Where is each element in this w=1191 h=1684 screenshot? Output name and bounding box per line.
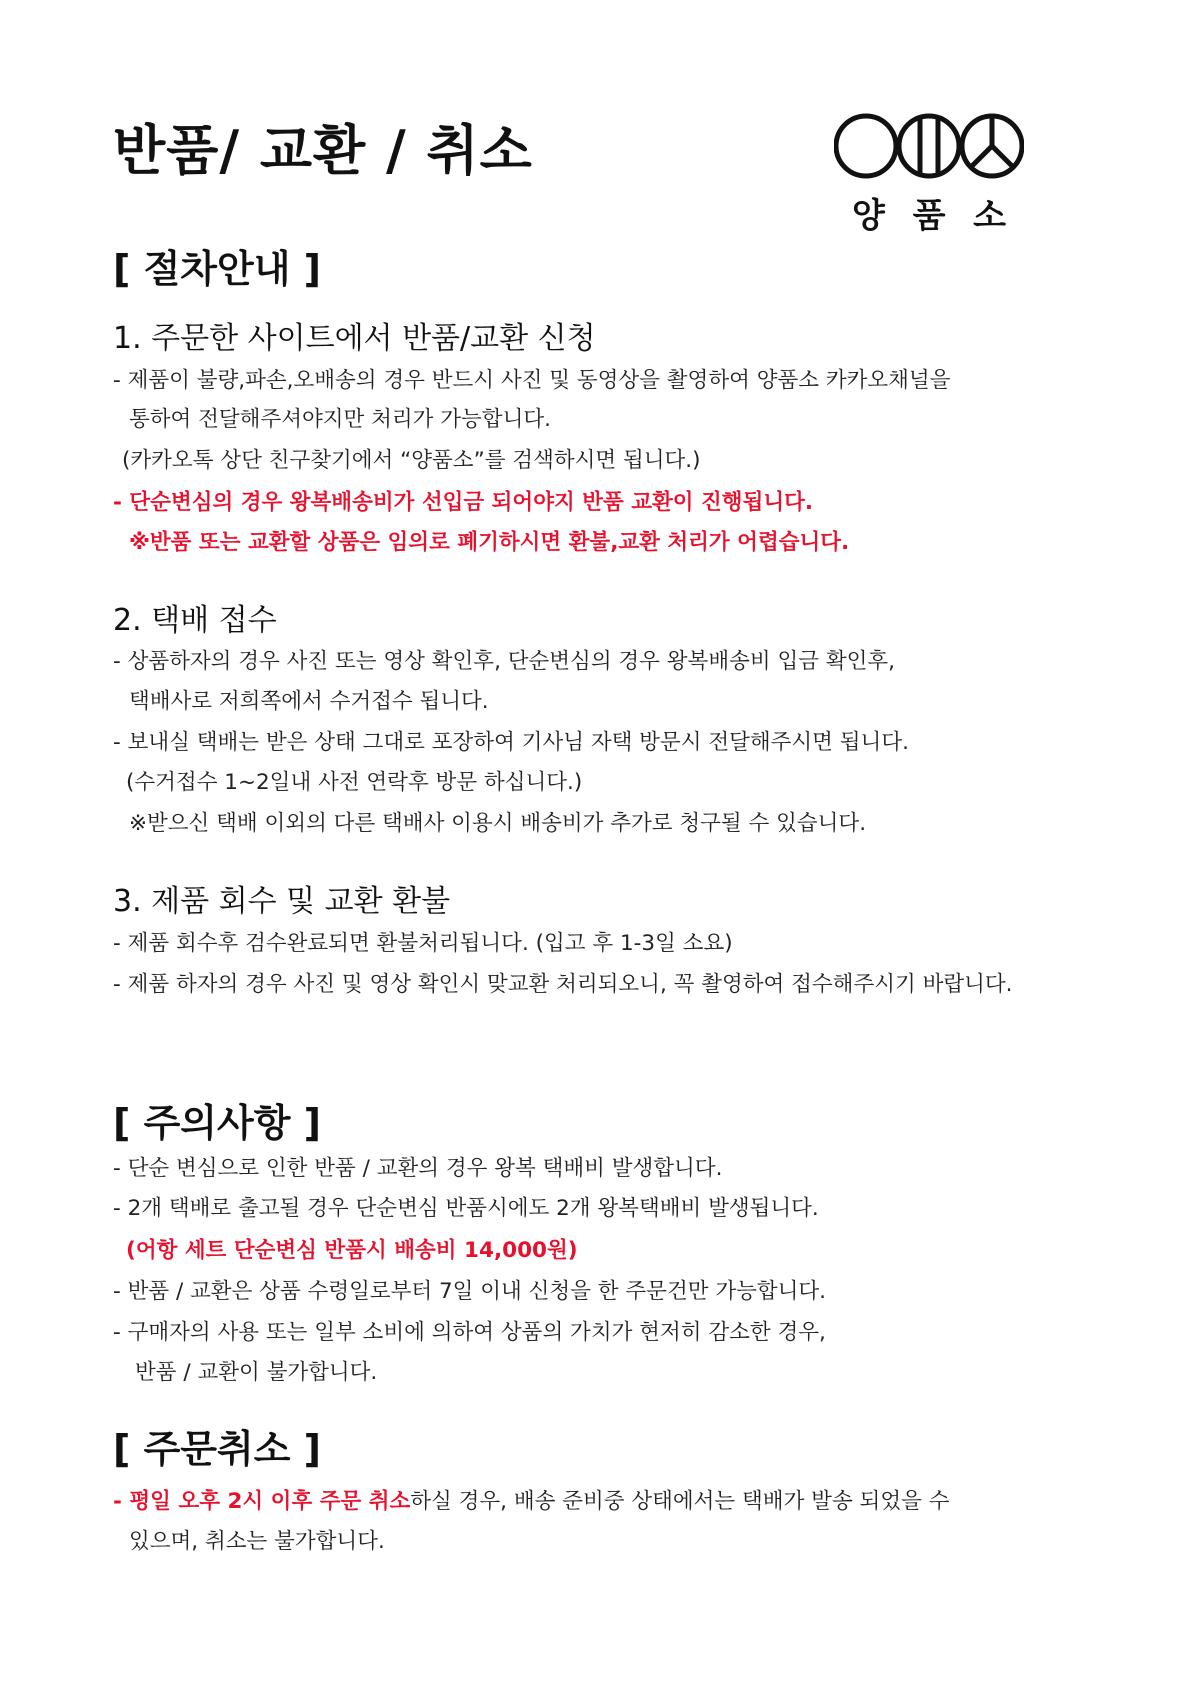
step1-line: 통하여 전달해주셔야지만 처리가 가능합니다. xyxy=(129,407,551,432)
caution-line: - 반품 / 교환은 상품 수령일로부터 7일 이내 신청을 한 주문건만 가능합니다. xyxy=(113,1279,826,1304)
step2-line: 택배사로 저희쪽에서 수거접수 됩니다. xyxy=(129,689,489,714)
step1-line-red: - 단순변심의 경우 왕복배송비가 선입금 되어야지 반품 교환이 진행됩니다. xyxy=(113,490,814,515)
logo-char: 양 xyxy=(852,196,885,236)
step2-line: - 상품하자의 경우 사진 또는 영상 확인후, 단순변심의 경우 왕복배송비 입금 확인후, xyxy=(113,649,895,674)
section-heading-procedure: [ 절차안내 ] xyxy=(113,247,322,291)
caution-line: 반품 / 교환이 불가합니다. xyxy=(135,1360,378,1385)
cancel-line: 있으며, 취소는 불가합니다. xyxy=(129,1529,385,1554)
caution-line-red: (어항 세트 단순변심 반품시 배송비 14,000원) xyxy=(126,1238,578,1263)
step1-line: - 제품이 불량,파손,오배송의 경우 반드시 사진 및 동영상을 촬영하여 양품소 카카오채널을 xyxy=(113,368,951,393)
step2-line: (수거접수 1~2일내 사전 연락후 방문 하십니다.) xyxy=(126,770,583,795)
caution-line: - 2개 택배로 출고될 경우 단순변심 반품시에도 2개 왕복택배비 발생됩니다. xyxy=(113,1196,819,1221)
step3-line: - 제품 하자의 경우 사진 및 영상 확인시 맞교환 처리되오니, 꼭 촬영하여 접수해주시기 바랍니다. xyxy=(113,972,1013,997)
step3-line: - 제품 회수후 검수완료되면 환불처리됩니다. (입고 후 1-3일 소요) xyxy=(113,931,733,956)
cancel-line-rest: 하실 경우, 배송 준비중 상태에서는 택배가 발송 되었을 수 xyxy=(410,1489,950,1514)
step1-line: (카카오톡 상단 친구찾기에서 “양품소”를 검색하시면 됩니다.) xyxy=(122,448,701,473)
step1-line-red: ※반품 또는 교환할 상품은 임의로 폐기하시면 환불,교환 처리가 어렵습니다. xyxy=(129,530,850,555)
step2-title: 2. 택배 접수 xyxy=(113,603,277,638)
step1-title: 1. 주문한 사이트에서 반품/교환 신청 xyxy=(113,321,596,356)
section-heading-caution: [ 주의사항 ] xyxy=(113,1101,322,1145)
cancel-line xyxy=(113,1491,949,1513)
step2-line: - 보내실 택배는 받은 상태 그대로 포장하여 기사님 자택 방문시 전달해주시면 됩니다. xyxy=(113,730,909,755)
logo-circles-icon xyxy=(834,112,1024,182)
caution-line: - 단순 변심으로 인한 반품 / 교환의 경우 왕복 택배비 발생합니다. xyxy=(113,1156,723,1181)
step2-line: ※받으신 택배 이외의 다른 택배사 이용시 배송비가 추가로 청구될 수 있습니다. xyxy=(129,811,867,836)
logo-char: 소 xyxy=(973,196,1006,236)
brand-logo xyxy=(834,112,1024,236)
cancel-line-red-part: - 평일 오후 2시 이후 주문 취소 xyxy=(113,1489,411,1514)
step3-title: 3. 제품 회수 및 교환 환불 xyxy=(113,884,451,919)
section-heading-cancel: [ 주문취소 ] xyxy=(113,1427,322,1471)
logo-wordmark xyxy=(834,188,1024,237)
page-title: 반품/ 교환 / 취소 xyxy=(113,119,533,182)
logo-char: 품 xyxy=(912,196,946,236)
caution-line: - 구매자의 사용 또는 일부 소비에 의하여 상품의 가치가 현저히 감소한 경우, xyxy=(113,1320,826,1345)
